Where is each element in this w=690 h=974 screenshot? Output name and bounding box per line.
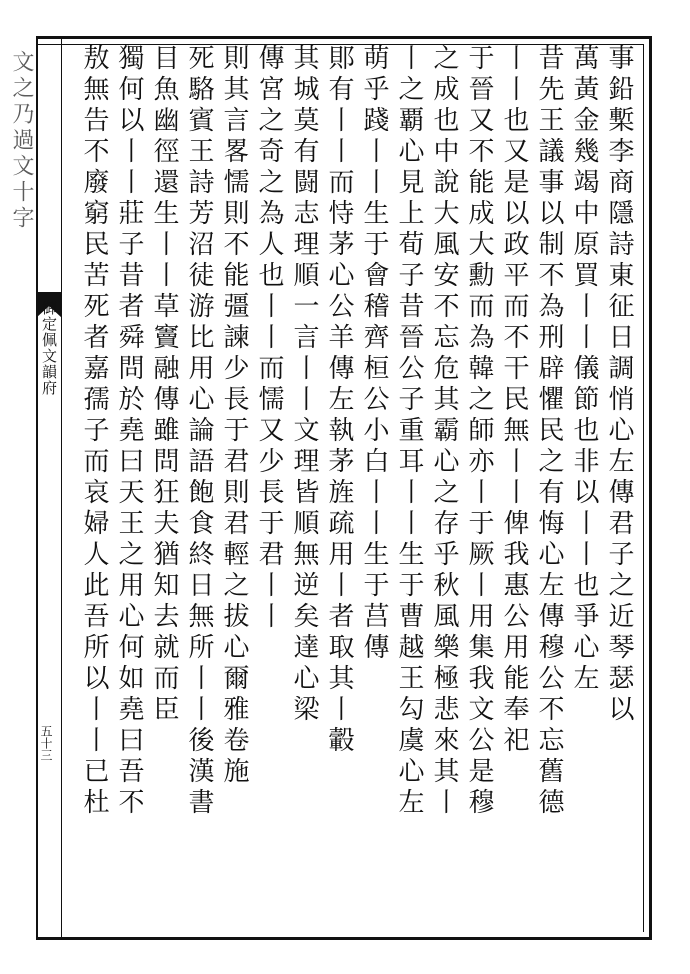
previous-page-text: 文之乃過文十字 [9,50,34,232]
text-column: 之成也中說大風安不忘危其霸心之存乎秋風樂極悲來其丨 [429,44,459,819]
text-column: 敖無告不廢窮民苦死者嘉孺子而哀婦人此吾所以丨丨已杜 [79,44,109,819]
text-column: 萬黃金幾竭中原買丨丨儀節也非以丨丨也爭心左 [569,44,599,695]
book-title: 御定佩文韻府 [40,300,58,396]
text-column: 事鉛槧李商隱詩東征日調悄心左傳君子之近琴瑟以 [604,44,634,726]
page-number: 五十三 [39,725,53,761]
text-column: 目魚幽徑還生丨丨草竇融傳雖問狂夫猶知去就而臣 [149,44,179,726]
text-column: 于晉又不能成大勳而為韓之師亦丨于厥丨用集我文公是穆 [464,44,494,819]
text-column: 郥有丨丨而恃茅心公羊傳左執茅旌疏用丨者取其丨轂 [324,44,354,757]
text-column: 則其言畧懦則不能彊諫少長于君則君輕之拔心爾雅卷施 [219,44,249,788]
gutter-column [36,36,62,940]
text-column: 萌乎踐丨丨生于會稽齊桓公小白丨丨生于莒傳 [359,44,389,664]
previous-page-edge [0,40,34,940]
text-column: 獨何以丨丨莊子昔者舜問於堯曰天王之用心何如堯曰吾不 [114,44,144,819]
text-column: 死駱賓王詩芳沼徒游比用心論語飽食終日無所丨丨後漢書 [184,44,214,819]
text-column: 傳宮之奇之為人也丨丨而懦又少長于君丨丨 [254,44,284,633]
text-column: 其城莫有闘志理順一言丨丨文理皆順無逆矣達心梁 [289,44,319,726]
text-column: 丨丨也又是以政平而不干民無丨丨俾我惠公用能奉祀 [499,44,529,757]
text-column: 昔先王議事以制不為刑辟懼民之有悔心左傳穆公不忘舊德 [534,44,564,819]
text-column: 丨之覇心見上荀子昔晉公子重耳丨丨生于曹越王勾虞心左 [394,44,424,819]
